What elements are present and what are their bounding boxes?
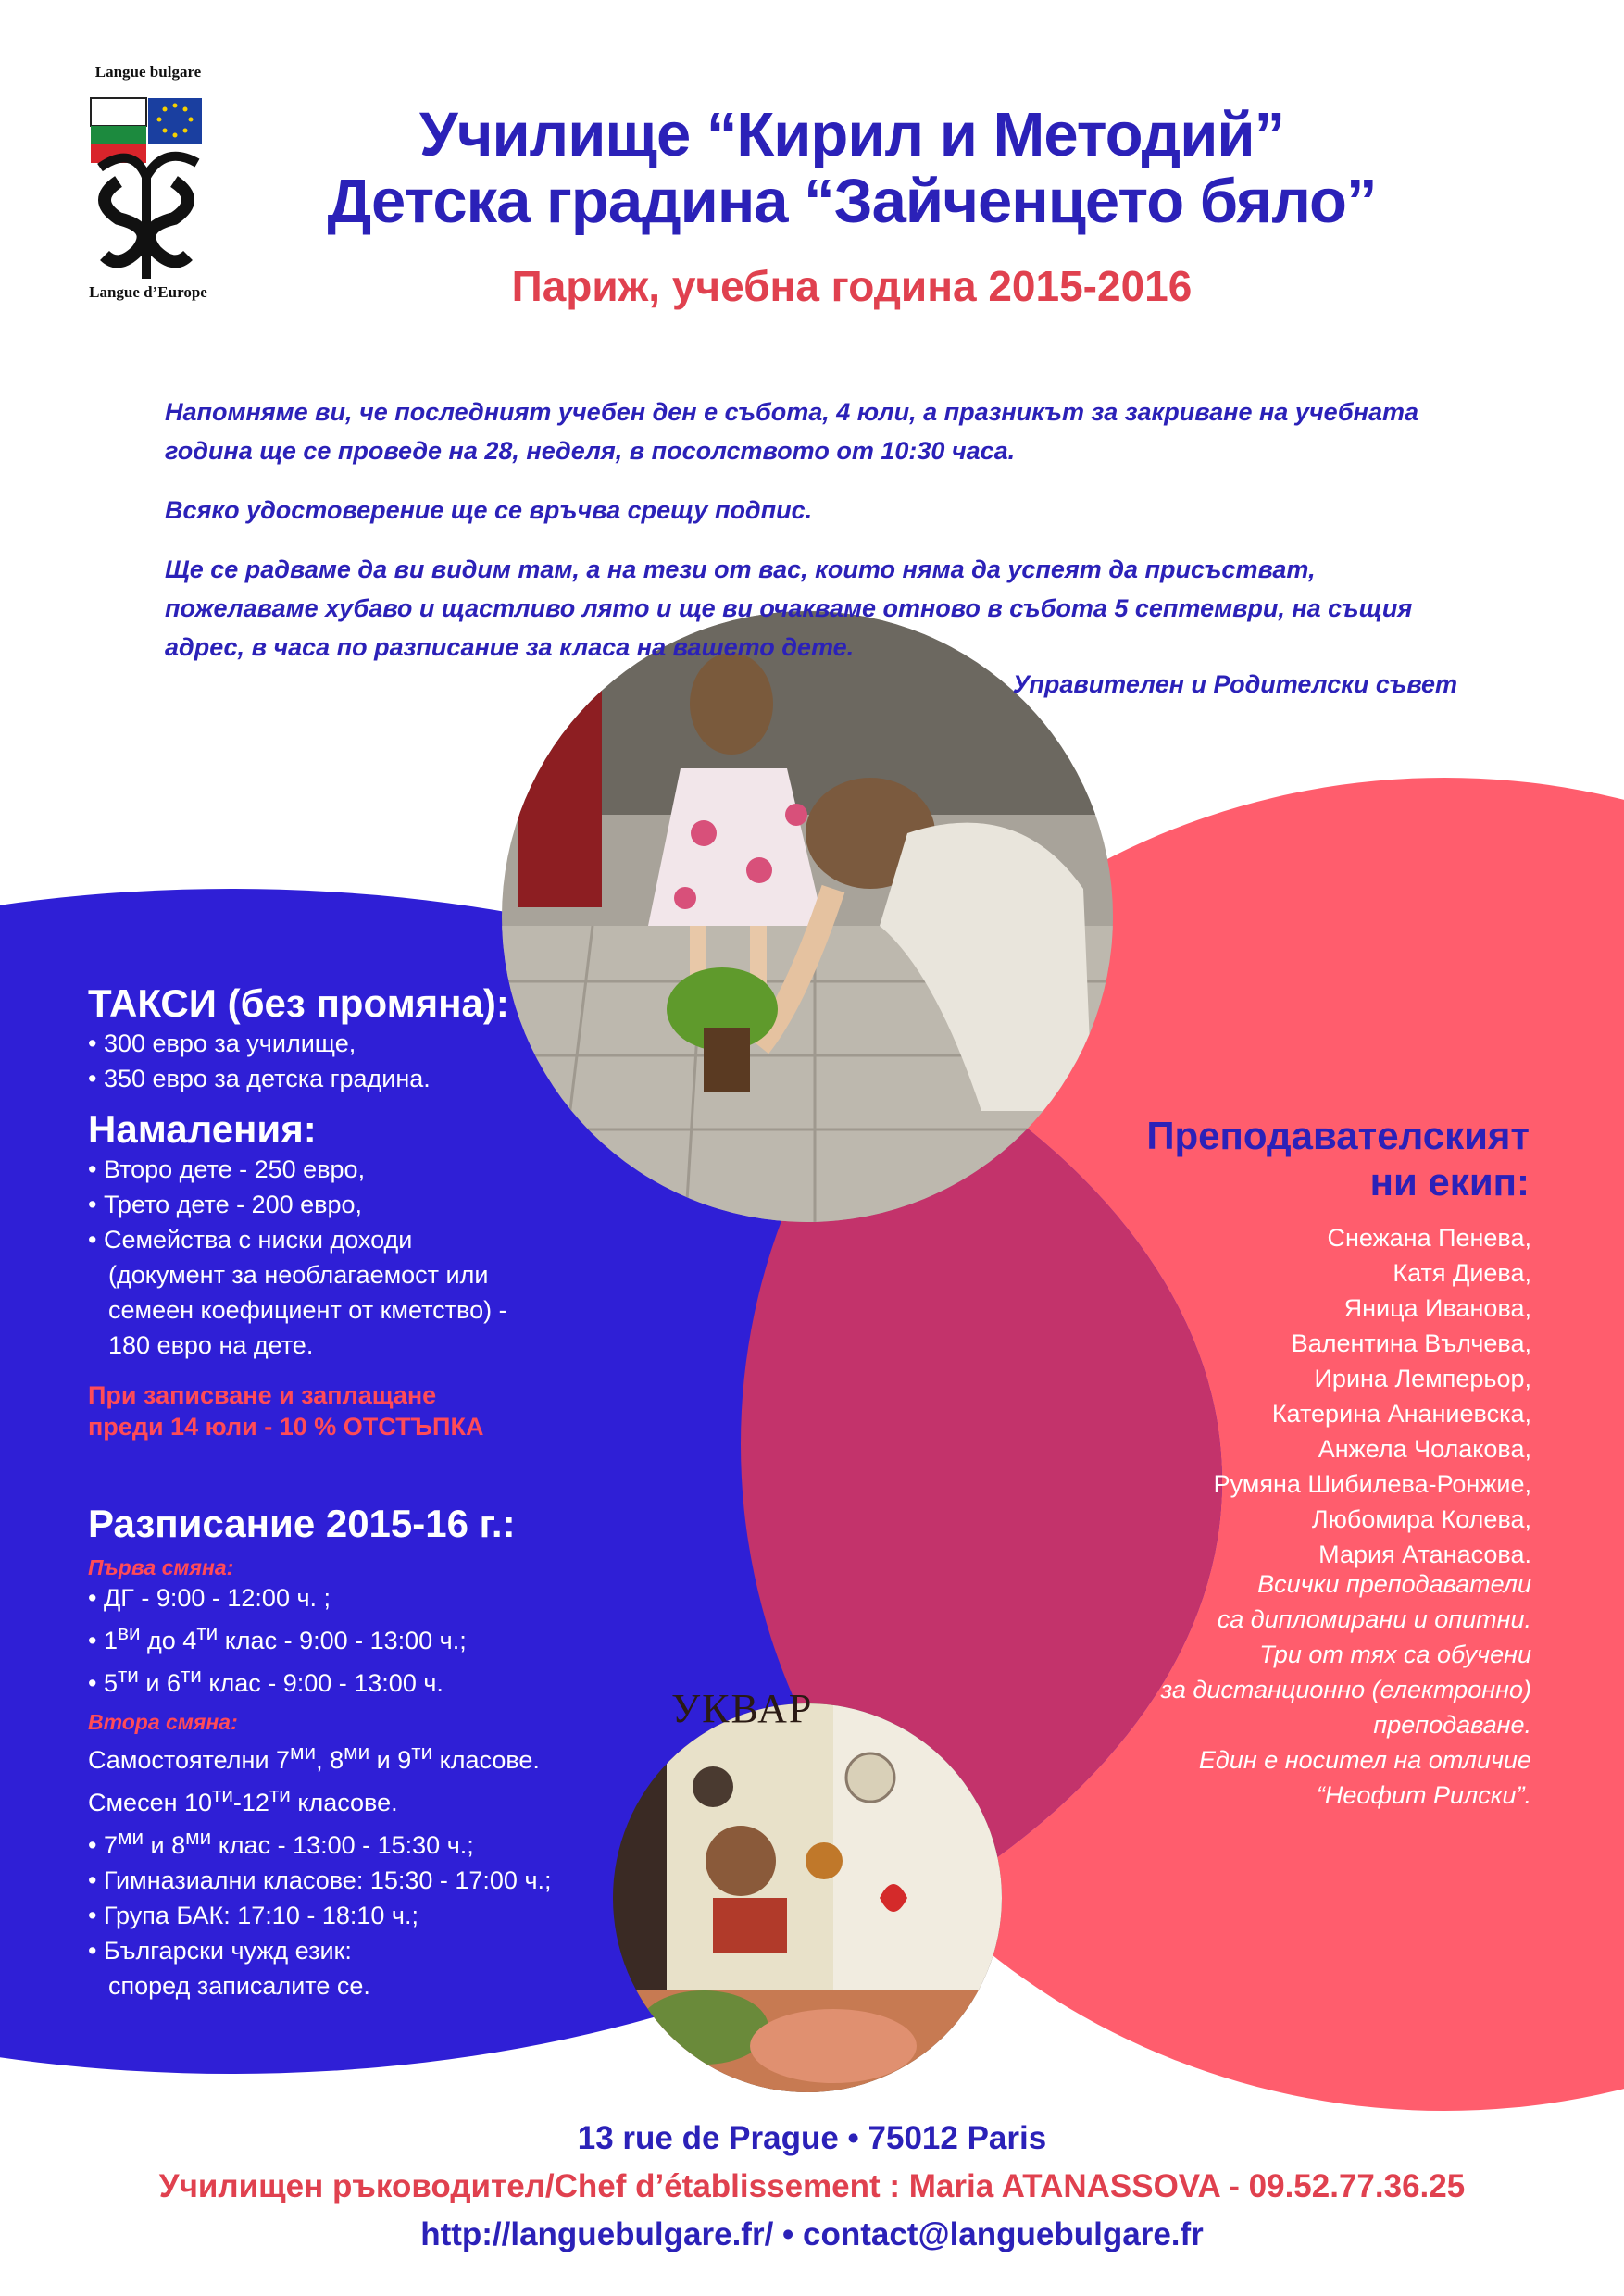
- schedule-item: според записалите се.: [108, 1972, 370, 2000]
- team-member: Яница Иванова,: [1343, 1294, 1531, 1322]
- text: • 5: [88, 1669, 118, 1697]
- text: • 1: [88, 1627, 118, 1654]
- team-note: [1050, 1566, 1531, 1813]
- intro-paragraph-1: [165, 393, 1480, 470]
- superscript: ти: [117, 1664, 139, 1687]
- intro-paragraph-3: [165, 550, 1480, 667]
- team-member: Снежана Пенева,: [1327, 1224, 1531, 1252]
- book-cover-text: УКВАР: [671, 1686, 814, 1731]
- discounts-heading: Намаления:: [88, 1107, 317, 1151]
- discounts-section: [88, 1107, 625, 1442]
- signature: Управителен и Родителски съвет: [1012, 670, 1457, 698]
- title-kindergarten: Детска градина “Зайченцето бяло”: [327, 167, 1377, 236]
- team-member: Ирина Лемперьор,: [1314, 1365, 1531, 1392]
- first-shift-label: Първа смяна:: [88, 1555, 234, 1579]
- note-line: При записване и заплащане: [88, 1381, 437, 1409]
- intro-paragraph-2: Всяко удостоверение ще се връчва срещу подпис.: [165, 496, 813, 524]
- footer-contacts[interactable]: http://languebulgare.fr/ • contact@languebulgare.fr: [420, 2216, 1204, 2252]
- superscript: ви: [117, 1621, 141, 1644]
- team-member: Катерина Ананиевска,: [1271, 1400, 1531, 1428]
- team-note-line: “Неофит Рилски”.: [1316, 1781, 1531, 1809]
- schedule-item: [88, 1778, 643, 1820]
- note-line: преди 14 юли - 10 % ОТСТЪПКА: [88, 1413, 484, 1441]
- team-note-line: преподаване.: [1373, 1711, 1531, 1739]
- discount-item: • Трето дете - 200 евро,: [88, 1191, 363, 1218]
- intro-line: адрес, в часа по разписание за класа на вашето дете.: [165, 633, 855, 661]
- fees-section: [88, 981, 606, 1096]
- discount-item: 180 евро на дете.: [108, 1331, 314, 1359]
- text: и 9: [369, 1746, 412, 1774]
- text: клас - 13:00 - 15:30 ч.;: [211, 1831, 474, 1859]
- team-heading-line: ни екип:: [1369, 1160, 1530, 1204]
- superscript: ми: [117, 1826, 144, 1849]
- schedule-section: [88, 1502, 643, 2003]
- schedule-item: • Група БАК: 17:10 - 18:10 ч.;: [88, 1902, 418, 1929]
- team-heading: [1067, 1113, 1530, 1205]
- intro-line: Напомняме ви, че последният учебен ден е събота, 4 юли, а празникът за закриване на учебната: [165, 398, 1418, 426]
- fee-item: • 350 евро за детска градина.: [88, 1065, 431, 1092]
- schedule-item: [88, 1658, 643, 1701]
- team-member: Мария Атанасова.: [1318, 1541, 1531, 1568]
- text: до 4: [140, 1627, 197, 1654]
- footer-director: Училищен ръководител/Chef d’établissement : Maria ATANASSOVA - 09.52.77.36.25: [158, 2168, 1466, 2204]
- team-note-line: Един е носител на отличие: [1198, 1746, 1531, 1774]
- fees-heading: ТАКСИ (без промяна):: [88, 981, 509, 1025]
- subtitle-year: Париж, учебна година 2015-2016: [511, 262, 1193, 310]
- fee-item: • 300 евро за училище,: [88, 1029, 356, 1057]
- team-note-line: Всички преподаватели: [1257, 1570, 1531, 1598]
- schedule-item: [88, 1820, 643, 1863]
- intro-line: пожелаваме хубаво и щастливо лято и ще ви очакваме отново в събота 5 септември, на същия: [165, 594, 1413, 622]
- superscript: ми: [290, 1741, 317, 1764]
- team-member: Анжела Чолакова,: [1318, 1435, 1531, 1463]
- logo-top-text: Langue bulgare: [94, 63, 202, 81]
- superscript: ти: [180, 1664, 202, 1687]
- team-member: Катя Диева,: [1393, 1259, 1531, 1287]
- superscript: ми: [344, 1741, 370, 1764]
- team-members-list: [1214, 1220, 1531, 1572]
- schedule-item: • Български чужд език:: [88, 1937, 352, 1965]
- text: -12: [232, 1789, 269, 1816]
- second-shift-label: Втора смяна:: [88, 1710, 238, 1734]
- schedule-item: • Гимназиални класове: 15:30 - 17:00 ч.;: [88, 1866, 552, 1894]
- intro-line: година ще се проведе на 28, неделя, в посолството от 10:30 часа.: [165, 437, 1016, 465]
- text: Самостоятелни 7: [88, 1746, 291, 1774]
- text: и 6: [138, 1669, 181, 1697]
- team-member: Румяна Шибилева-Ронжие,: [1213, 1470, 1531, 1498]
- superscript: ми: [185, 1826, 212, 1849]
- team-note-line: за дистанционно (електронно): [1160, 1676, 1531, 1703]
- team-member: Любомира Колева,: [1311, 1505, 1531, 1533]
- title-school: Училище “Кирил и Методий”: [418, 100, 1285, 169]
- school-logo: [81, 89, 211, 283]
- discount-item: (документ за необлагаемост или: [108, 1261, 489, 1289]
- superscript: ти: [269, 1783, 291, 1806]
- footer-address: 13 rue de Prague • 75012 Paris: [577, 2120, 1047, 2156]
- team-member: Валентина Вълчева,: [1291, 1329, 1531, 1357]
- discount-item: • Семейства с ниски доходи: [88, 1226, 413, 1254]
- schedule-item: [88, 1735, 643, 1778]
- superscript: ти: [212, 1783, 233, 1806]
- superscript: ти: [411, 1741, 433, 1764]
- text: класове.: [290, 1789, 398, 1816]
- discount-item: семеен коефициент от кметство) -: [108, 1296, 507, 1324]
- intro-text: [165, 393, 1480, 687]
- logo-bottom-text: Langue d’Europe: [89, 283, 207, 301]
- team-note-line: Три от тях са обучени: [1259, 1641, 1531, 1668]
- team-heading-line: Преподавателският: [1146, 1114, 1530, 1157]
- text: и 8: [144, 1831, 186, 1859]
- text: клас - 9:00 - 13:00 ч.: [201, 1669, 443, 1697]
- discount-item: • Второ дете - 250 евро,: [88, 1155, 366, 1183]
- superscript: ти: [196, 1621, 219, 1644]
- text: , 8: [316, 1746, 344, 1774]
- text: • 7: [88, 1831, 118, 1859]
- schedule-heading: Разписание 2015-16 г.:: [88, 1502, 516, 1545]
- schedule-item: [88, 1616, 643, 1658]
- schedule-item: • ДГ - 9:00 - 12:00 ч. ;: [88, 1584, 331, 1612]
- early-discount-note: [88, 1379, 625, 1442]
- team-note-line: са дипломирани и опитни.: [1217, 1605, 1531, 1633]
- text: клас - 9:00 - 13:00 ч.;: [218, 1627, 467, 1654]
- intro-line: Ще се радваме да ви видим там, а на тези от вас, които няма да успеят да присъстват,: [165, 555, 1316, 583]
- text: класове.: [432, 1746, 540, 1774]
- text: Смесен 10: [88, 1789, 213, 1816]
